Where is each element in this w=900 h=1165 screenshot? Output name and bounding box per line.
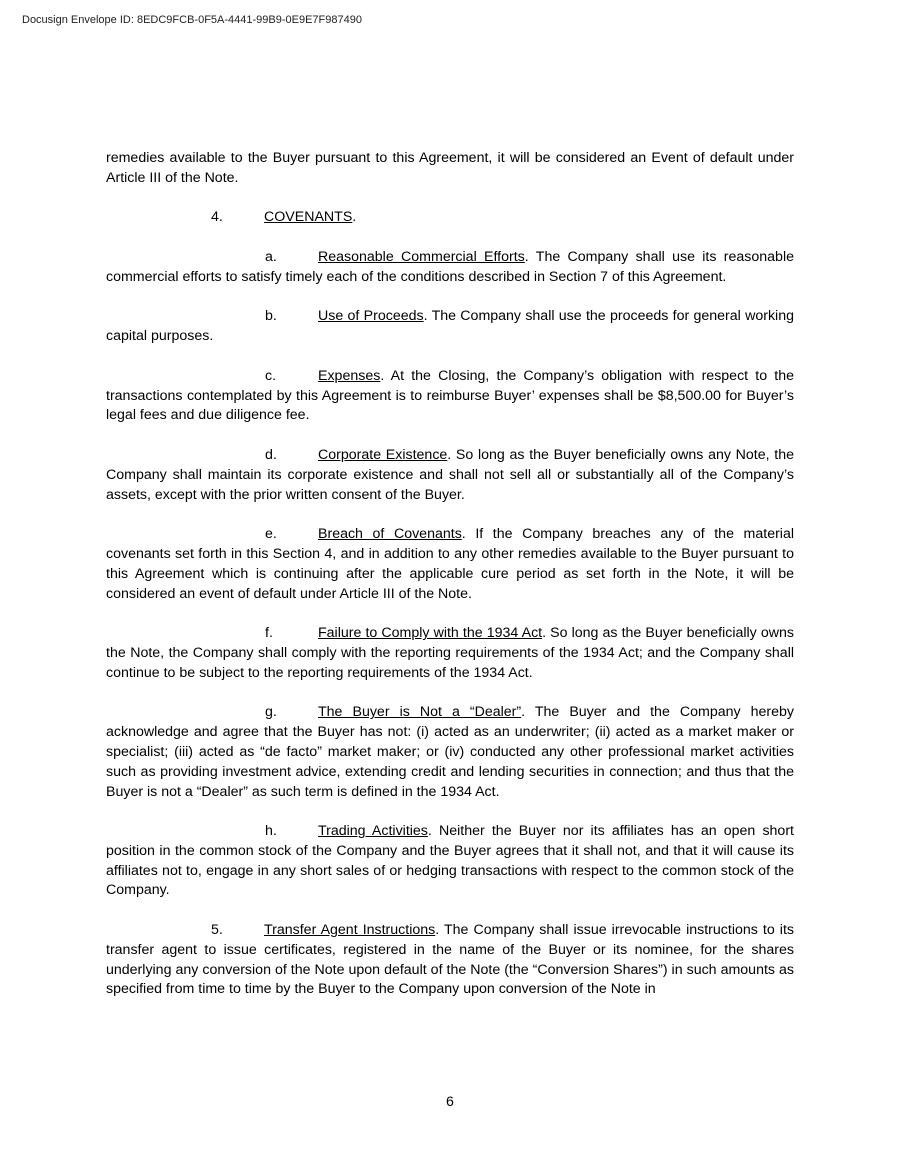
covenant-b: [106, 307, 794, 347]
covenant-h: [106, 822, 794, 901]
envelope-id: Docusign Envelope ID: 8EDC9FCB-0F5A-4441-99B9-0E9E7F987490: [22, 14, 362, 26]
section-heading: Transfer Agent Instructions: [264, 922, 436, 939]
section-title-suffix: .: [352, 209, 357, 226]
item-heading: Expenses: [318, 367, 381, 384]
item-text: . Neither the Buyer nor its affiliates has an open short position in the common stock of the Company and the Buyer agrees that it shall not, and that it will cause its affiliates not to, engage in any short sales of or hedging transactions with respect to the common stock of the Company.: [106, 823, 794, 899]
item-heading: Failure to Comply with the 1934 Act: [318, 625, 543, 642]
item-heading: Use of Proceeds: [318, 308, 424, 325]
covenant-f: [106, 624, 794, 683]
covenant-g: [106, 703, 794, 802]
item-label: f.: [265, 625, 273, 642]
item-label: c.: [265, 367, 277, 384]
item-text: . At the Closing, the Company’s obligation with respect to the transactions contemplated by this Agreement is to reimburse Buyer’ expenses shall be $8,500.00 for Buyer’s legal fees and due diligence fee.: [106, 367, 794, 424]
item-text: . So long as the Buyer beneficially owns any Note, the Company shall maintain its corporate existence and shall not sell all or substantially all of the Company’s assets, except with the prior written consent of the Buyer.: [106, 446, 794, 503]
item-text: . So long as the Buyer beneficially owns the Note, the Company shall comply with the reporting requirements of the 1934 Act; and the Company shall continue to be subject to the reporting requirements of the 1934 Act.: [106, 625, 794, 681]
section-title: COVENANTS: [264, 209, 353, 226]
covenant-c: [106, 367, 794, 426]
item-text: . The Company shall use the proceeds for general working capital purposes.: [106, 308, 794, 345]
item-heading: Reasonable Commercial Efforts: [318, 248, 525, 265]
item-text: . The Company shall use its reasonable commercial efforts to satisfy timely each of the conditions described in Section 7 of this Agreement.: [106, 248, 794, 285]
section-number: 4.: [211, 209, 223, 226]
item-text: . The Buyer and the Company hereby acknowledge and agree that the Buyer has not: (i) acted as an underwriter; (ii) acted as a market maker or specialist; (iii) acted as “de facto” market maker; or (iv) conducted any other professional market activities such as providing investment advice, extending credit and lending securities in connection; and thus that the Buyer is not a “Dealer” as such term is defined in the 1934 Act.: [106, 704, 794, 800]
item-heading: The Buyer is Not a “Dealer”: [318, 704, 522, 721]
section-text: . The Company shall issue irrevocable instructions to its transfer agent to issue certificates, registered in the name of the Buyer or its nominee, for the shares underlying any conversion of the Note upon default of the Note (the “Conversion Shares”) in such amounts as specified from time to time by the Buyer to the Company upon conversion of the Note in: [106, 922, 794, 998]
covenant-e: [106, 525, 794, 604]
item-label: e.: [265, 526, 277, 543]
item-heading: Trading Activities: [318, 823, 428, 840]
document-body: [106, 149, 794, 1020]
section-number: 5.: [211, 922, 223, 939]
covenant-a: [106, 248, 794, 288]
intro-paragraph: remedies available to the Buyer pursuant to this Agreement, it will be considered an Event of default under Article III of the Note.: [106, 150, 794, 186]
item-label: b.: [265, 308, 277, 325]
page-number: 6: [446, 1094, 454, 1110]
item-label: d.: [265, 446, 277, 463]
covenant-d: [106, 446, 794, 505]
item-text: . If the Company breaches any of the material covenants set forth in this Section 4, and in addition to any other remedies available to the Buyer pursuant to this Agreement which is continuing after the applicable cure period as set forth in the Note, it will be considered an event of default under Article III of the Note.: [106, 526, 795, 602]
section-5: [106, 921, 794, 1000]
section-4-heading: [106, 208, 794, 228]
item-label: g.: [265, 704, 277, 721]
item-heading: Corporate Existence: [318, 446, 448, 463]
item-label: a.: [265, 248, 277, 265]
item-heading: Breach of Covenants: [318, 526, 462, 543]
item-label: h.: [265, 823, 277, 840]
